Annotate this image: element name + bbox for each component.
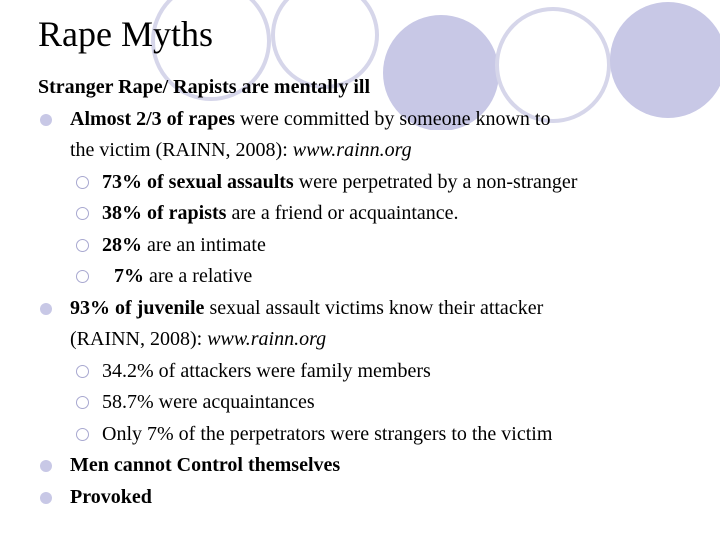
sub-bullet-bold-text: 73% of sexual assaults bbox=[102, 170, 294, 193]
sub-bullet-item bbox=[38, 261, 708, 293]
bullet-continuation bbox=[38, 135, 708, 167]
ring-bullet-icon bbox=[76, 270, 89, 283]
sub-bullet-text: are a relative bbox=[144, 265, 253, 287]
continuation-text: (RAINN, 2008): bbox=[70, 328, 208, 350]
sub-bullet-bold-text: 38% of rapists bbox=[102, 202, 227, 224]
sub-bullet-item bbox=[38, 198, 708, 230]
bullet-bold-text: 93% of juvenile bbox=[70, 296, 205, 319]
bullet-item bbox=[38, 450, 708, 482]
bullet-dot-icon bbox=[40, 492, 52, 504]
sub-bullet-text: Only 7% of the perpetrators were strangers to the victim bbox=[102, 422, 553, 445]
sub-bullet-item bbox=[38, 356, 708, 388]
bullet-dot-icon bbox=[40, 460, 52, 472]
bullet-text: sexual assault victims know their attacker bbox=[204, 296, 544, 319]
bullet-continuation bbox=[38, 324, 708, 356]
sub-bullet-text: were perpetrated by a non-stranger bbox=[293, 170, 578, 193]
slide-title: Rape Myths bbox=[38, 14, 213, 54]
ring-bullet-icon bbox=[76, 207, 89, 220]
ring-bullet-icon bbox=[76, 396, 89, 409]
citation-link: www.rainn.org bbox=[292, 139, 412, 161]
bullet-text: were committed by someone known to bbox=[234, 107, 551, 130]
section-heading: Stranger Rape/ Rapists are mentally ill bbox=[38, 76, 371, 98]
sub-bullet-bold-text: 28% bbox=[102, 233, 142, 256]
ring-bullet-icon bbox=[76, 176, 89, 189]
sub-bullet-item bbox=[38, 230, 708, 262]
sub-bullet-item bbox=[38, 167, 708, 199]
sub-bullet-text: 34.2% of attackers were family members bbox=[102, 359, 431, 382]
bullet-item bbox=[38, 104, 708, 136]
sub-bullet-text: are an intimate bbox=[142, 233, 266, 256]
bullet-item bbox=[38, 293, 708, 325]
sub-bullet-item bbox=[38, 387, 708, 419]
slide-content bbox=[38, 72, 708, 513]
bullet-bold-text: Men cannot Control themselves bbox=[70, 454, 341, 476]
bullet-dot-icon bbox=[40, 114, 52, 126]
sub-bullet-bold-text: 7% bbox=[114, 265, 144, 287]
ring-bullet-icon bbox=[76, 239, 89, 252]
bullet-dot-icon bbox=[40, 303, 52, 315]
bullet-item bbox=[38, 482, 708, 514]
ring-bullet-icon bbox=[76, 428, 89, 441]
sub-bullet-item bbox=[38, 419, 708, 451]
ring-bullet-icon bbox=[76, 365, 89, 378]
continuation-text: the victim (RAINN, 2008): bbox=[70, 139, 293, 161]
bullet-bold-text: Almost 2/3 of rapes bbox=[70, 107, 235, 130]
citation-link: www.rainn.org bbox=[207, 328, 327, 350]
sub-bullet-text: 58.7% were acquaintances bbox=[102, 391, 315, 413]
bullet-bold-text: Provoked bbox=[70, 485, 152, 508]
sub-bullet-text: are a friend or acquaintance. bbox=[226, 202, 459, 224]
